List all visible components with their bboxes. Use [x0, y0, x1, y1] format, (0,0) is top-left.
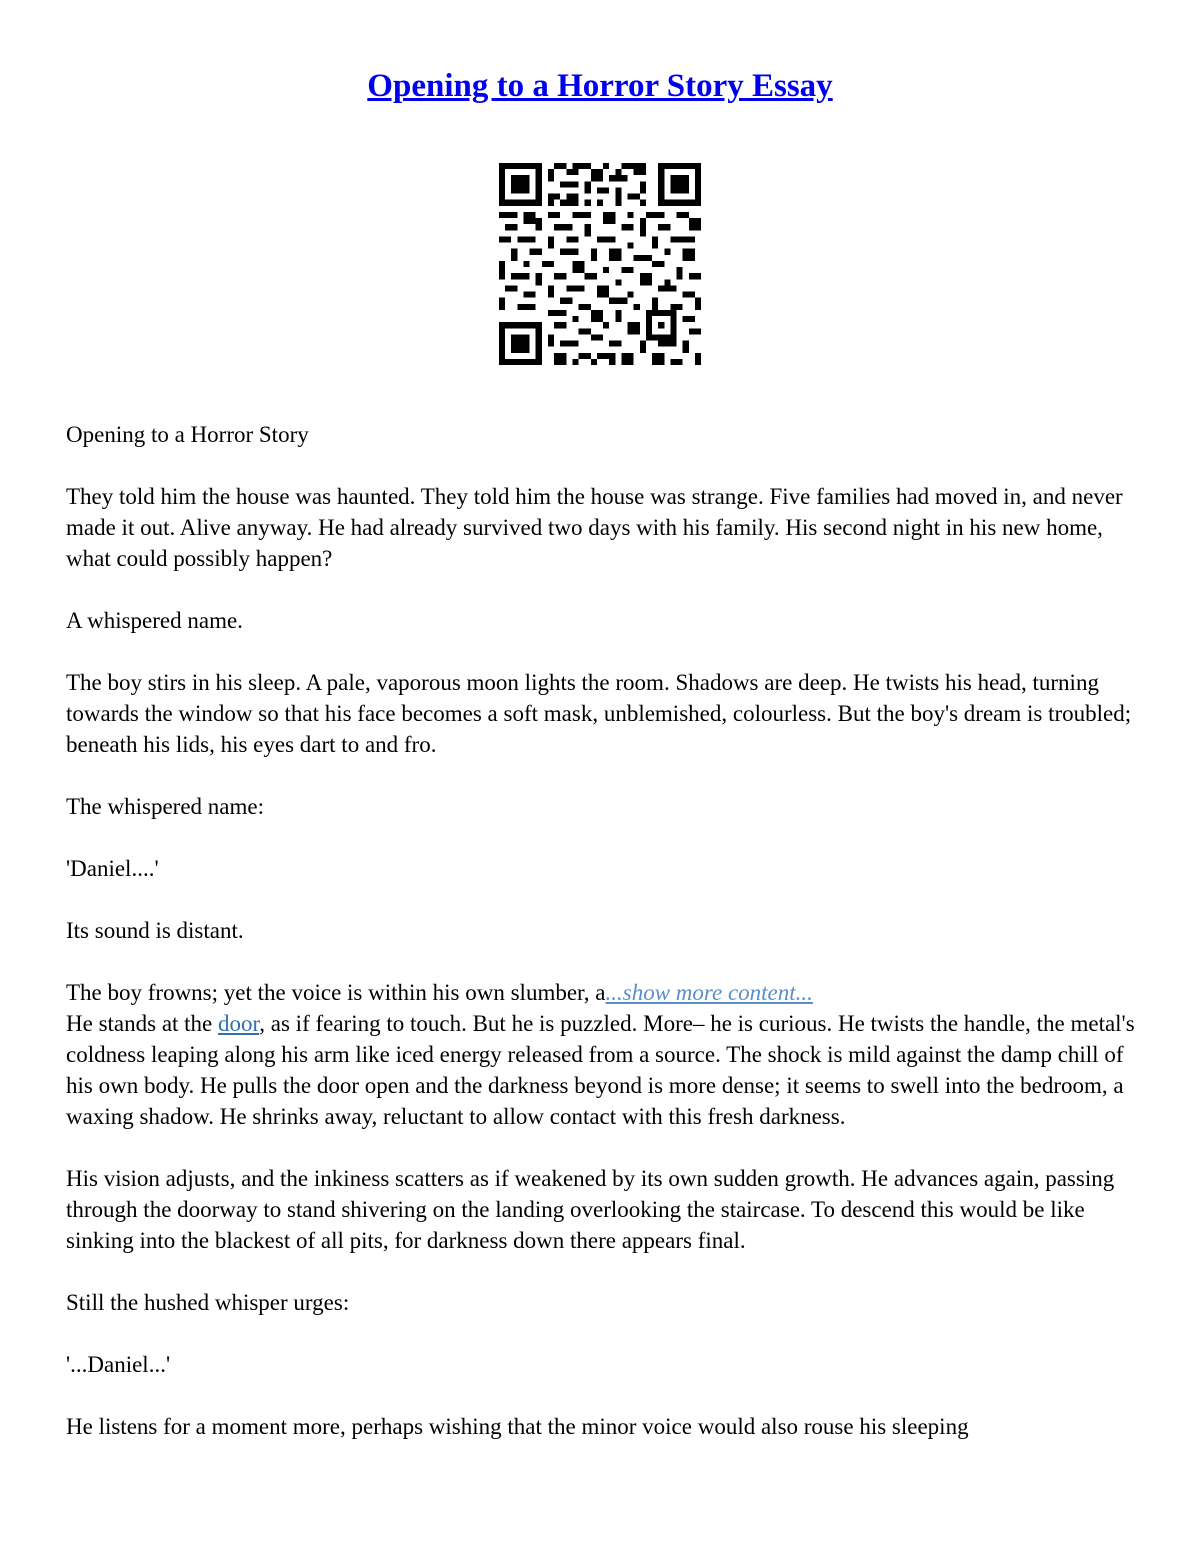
paragraph-9	[66, 1008, 1136, 1132]
document-title-heading	[0, 62, 1200, 110]
paragraph-8-text: The boy frowns; yet the voice is within his own slumber, a	[66, 980, 606, 1005]
show-more-content-link[interactable]: ...show more content...	[605, 980, 813, 1005]
paragraph-5: The whispered name:	[66, 794, 264, 819]
paragraph-11: Still the hushed whisper urges:	[66, 1290, 350, 1315]
paragraph-10: His vision adjusts, and the inkiness scatters as if weakened by its own sudden growth. He advances again, passing through the doorway to stand shivering on the landing overlooking the staircase. To descend this would be like sinking into the blackest of all pits, for darkness down there appears final.	[66, 1166, 1115, 1253]
qr-code-icon	[499, 163, 701, 365]
paragraph-13: He listens for a moment more, perhaps wishing that the minor voice would also rouse his sleeping	[66, 1414, 969, 1439]
paragraph-8	[66, 977, 1136, 1008]
paragraph-4: The boy stirs in his sleep. A pale, vaporous moon lights the room. Shadows are deep. He twists his head, turning towards the window so that his face becomes a soft mask, unblemished, colourless. But the boy's dream is troubled; beneath his lids, his eyes dart to and fro.	[66, 670, 1132, 757]
paragraph-1: Opening to a Horror Story	[66, 422, 309, 447]
paragraph-2: They told him the house was haunted. They told him the house was strange. Five families had moved in, and never made it out. Alive anyway. He had already survived two days with his family. His second night in his new home, what could possibly happen?	[66, 484, 1123, 571]
paragraph-12: '...Daniel...'	[66, 1352, 171, 1377]
document-title-link[interactable]: Opening to a Horror Story Essay	[367, 68, 833, 104]
paragraph-3: A whispered name.	[66, 608, 243, 633]
qr-code-graphic	[499, 163, 701, 365]
paragraph-7: Its sound is distant.	[66, 918, 244, 943]
paragraph-6: 'Daniel....'	[66, 856, 159, 881]
paragraph-9-rest: , as if fearing to touch. But he is puzzled. More– he is curious. He twists the handle, the metal's coldness leaping along his arm like iced energy released from a source. The shock is mild against the damp chill of his own body. He pulls the door open and the darkness beyond is more dense; it seems to swell into the bedroom, a waxing shadow. He shrinks away, reluctant to allow contact with this fresh darkness.	[66, 1011, 1135, 1129]
door-link[interactable]: door	[218, 1011, 260, 1036]
paragraph-9-start: He stands at the	[66, 1011, 219, 1036]
essay-body	[66, 419, 1136, 1473]
